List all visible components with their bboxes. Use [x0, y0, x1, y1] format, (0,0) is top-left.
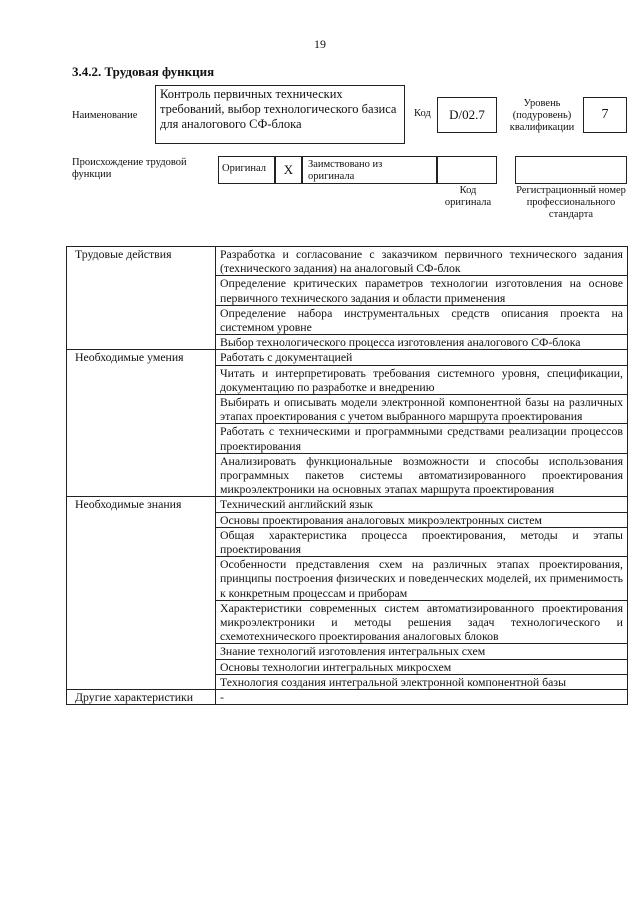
function-code-value: D/02.7 [437, 97, 497, 133]
qualification-level-label: Уровень (подуровень) квалификации [509, 98, 575, 133]
section-item: - [216, 690, 628, 705]
section-item: Определение набора инструментальных средств описания проекта на системном уровне [216, 305, 628, 334]
section-item: Работать с документацией [216, 350, 628, 365]
code-original-label: Код оригинала [444, 185, 492, 208]
section-item: Анализировать функциональные возможности и способы использования программных пакетов системы автоматизированного проектирования микроэлектроники на основных этапах маршрута проектирования [216, 453, 628, 497]
origin-borrowed-cell: Заимствовано из оригинала [302, 156, 437, 184]
section-item: Технология создания интегральной электронной компонентной базы [216, 674, 628, 689]
origin-mark-cell: X [275, 156, 302, 184]
section-item: Основы технологии интегральных микросхем [216, 659, 628, 674]
section-item: Работать с техническими и программными средствами реализации процессов проектирования [216, 424, 628, 453]
page-number: 19 [314, 37, 326, 51]
table-row [67, 497, 628, 512]
table-row [67, 247, 628, 276]
origin-original-cell: Оригинал [218, 156, 275, 184]
section-label: Необходимые умения [67, 350, 216, 497]
section-item: Особенности представления схем на различных этапах проектирования, принципы построения физических и поведенческих моделей, их применимость к конкретным процессам и приборам [216, 557, 628, 601]
origin-reg-number-cell [515, 156, 627, 184]
section-item: Разработка и согласование с заказчиком первичного технического задания (технического задания) на аналоговый СФ-блок [216, 247, 628, 276]
section-item: Знание технологий изготовления интегральных схем [216, 644, 628, 659]
section-item: Основы проектирования аналоговых микроэлектронных систем [216, 512, 628, 527]
section-label: Необходимые знания [67, 497, 216, 690]
section-item: Общая характеристика процесса проектирования, методы и этапы проектирования [216, 527, 628, 556]
section-heading: 3.4.2. Трудовая функция [72, 64, 215, 79]
origin-code-cell [437, 156, 497, 184]
section-item: Выбор технологического процесса изготовления аналогового СФ-блока [216, 335, 628, 350]
reg-number-label: Регистрационный номер профессионального стандарта [516, 185, 626, 220]
code-label: Код [414, 108, 431, 119]
section-item: Определение критических параметров технологии изготовления на основе первичного технического задания и области применения [216, 276, 628, 305]
section-item: Технический английский язык [216, 497, 628, 512]
table-row [67, 690, 628, 705]
section-item: Характеристики современных систем автоматизированного проектирования микроэлектроники и методы решения задач технологического и схемотехнического проектирования аналоговых блоков [216, 600, 628, 644]
function-details-table [66, 246, 628, 705]
table-row [67, 350, 628, 365]
function-name-value: Контроль первичных технических требований, выбор технологического базиса для аналогового СФ-блока [155, 85, 405, 144]
section-item: Читать и интерпретировать требования системного уровня, спецификации, документацию по разработке и внедрению [216, 365, 628, 394]
name-label: Наименование [72, 110, 138, 121]
section-label: Трудовые действия [67, 247, 216, 350]
section-item: Выбирать и описывать модели электронной компонентной базы на различных этапах проектирования с учетом выбранного маршрута проектирования [216, 395, 628, 424]
origin-label: Происхождение трудовой функции [72, 157, 187, 180]
qualification-level-value: 7 [583, 97, 627, 133]
section-label: Другие характеристики [67, 690, 216, 705]
